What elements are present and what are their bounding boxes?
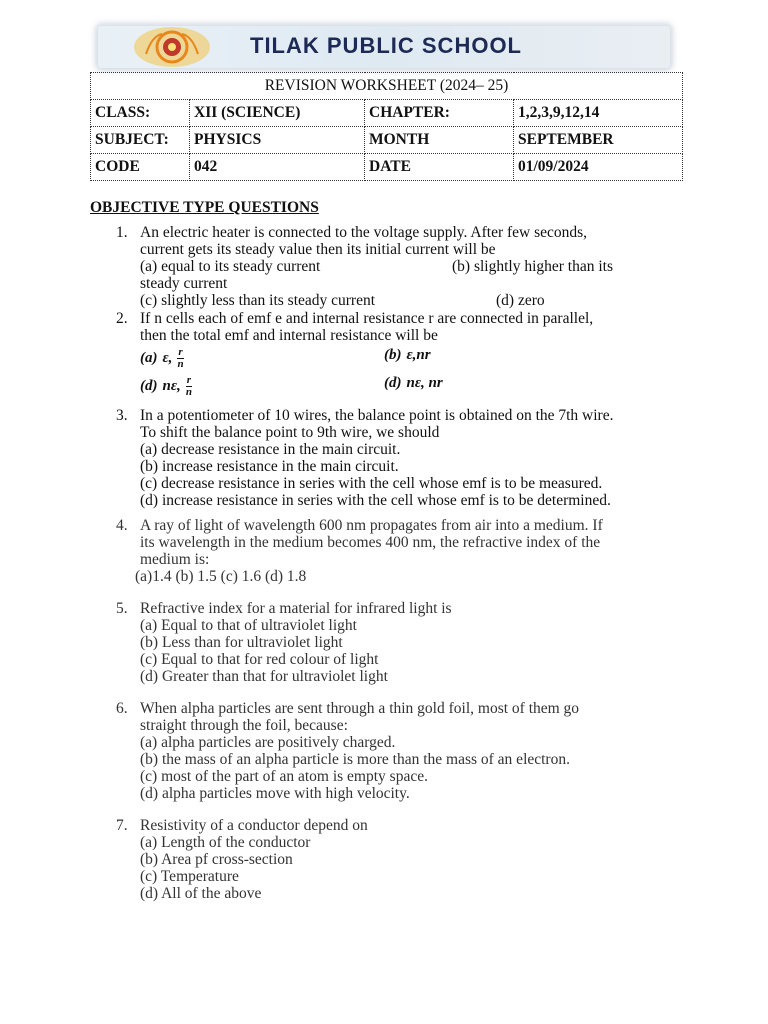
option-c: (c) slightly less than its steady current: [140, 292, 376, 309]
question-text: When alpha particles are sent through a thin gold foil, most of them go: [140, 700, 580, 717]
numerator: r: [186, 374, 192, 386]
question-7: [116, 817, 686, 902]
question-text: To shift the balance point to 9th wire, we should: [140, 424, 440, 441]
subject-value: PHYSICS: [190, 127, 365, 154]
question-text: then the total emf and internal resistance will be: [140, 327, 438, 344]
question-2: [116, 310, 686, 401]
option-b: (b) Less than for ultraviolet light: [140, 634, 343, 651]
option-d: (d) zero: [496, 292, 545, 309]
question-5: [116, 600, 686, 685]
option-b: (b) increase resistance in the main circuit.: [140, 458, 399, 475]
option-d: (d) increase resistance in series with the cell whose emf is to be determined.: [140, 492, 611, 509]
option-row: [140, 258, 686, 275]
subject-label: SUBJECT:: [91, 127, 190, 154]
option-b: (b) Area pf cross-section: [140, 851, 293, 868]
code-label: CODE: [91, 154, 190, 181]
question-3: [116, 407, 686, 509]
option-a: (a) alpha particles are positively charged.: [140, 734, 396, 751]
option-d: [384, 375, 443, 392]
option-b: (b) slightly higher than its: [452, 258, 614, 275]
option-d-expr: nε, nr: [406, 375, 443, 391]
question-1: [116, 224, 686, 309]
question-number: 7.: [116, 817, 128, 834]
chapter-value: 1,2,3,9,12,14: [514, 100, 683, 127]
question-number: 3.: [116, 407, 128, 424]
option-b: (b) the mass of an alpha particle is more than the mass of an electron.: [140, 751, 570, 768]
question-text: If n cells each of emf e and internal resistance r are connected in parallel,: [140, 310, 594, 327]
school-name: TILAK PUBLIC SCHOOL: [250, 33, 522, 58]
question-text: An electric heater is connected to the voltage supply. After few seconds,: [140, 224, 588, 241]
option-d: (d) Greater than that for ultraviolet light: [140, 668, 388, 685]
option-a: (a) Length of the conductor: [140, 834, 311, 851]
school-banner: [98, 26, 670, 68]
option-a: [140, 347, 184, 370]
date-value: 01/09/2024: [514, 154, 683, 181]
question-text: Refractive index for a material for infrared light is: [140, 600, 452, 617]
question-6: [116, 700, 686, 802]
option-a-expr: ε,: [162, 350, 173, 366]
option-b: [384, 347, 431, 364]
option-a: (a) Equal to that of ultraviolet light: [140, 617, 357, 634]
numerator: r: [178, 346, 183, 358]
month-value: SEPTEMBER: [514, 127, 683, 154]
option-c: (c) Equal to that for red colour of light: [140, 651, 379, 668]
question-text: A ray of light of wavelength 600 nm propagates from air into a medium. If: [140, 517, 603, 534]
date-label: DATE: [365, 154, 514, 181]
denominator: n: [185, 386, 192, 398]
question-text: straight through the foil, because:: [140, 717, 348, 734]
section-heading: OBJECTIVE TYPE QUESTIONS: [90, 199, 319, 216]
question-list: [116, 224, 686, 902]
option-d-label: (d): [384, 375, 402, 391]
option-a: (a) equal to its steady current: [140, 258, 321, 275]
school-emblem-icon: [132, 24, 212, 70]
question-text: Resistivity of a conductor depend on: [140, 817, 368, 834]
option-b-continued: steady current: [140, 275, 228, 292]
option-c-label: (d): [140, 378, 158, 394]
option-row: [140, 292, 686, 309]
code-value: 042: [190, 154, 365, 181]
options-inline: (a)1.4 (b) 1.5 (c) 1.6 (d) 1.8: [135, 568, 307, 585]
question-text: medium is:: [140, 551, 210, 568]
class-value: XII (SCIENCE): [190, 100, 365, 127]
question-number: 2.: [116, 310, 128, 327]
question-text: its wavelength in the medium becomes 400 nm, the refractive index of the: [140, 534, 601, 551]
question-number: 5.: [116, 600, 128, 617]
chapter-label: CHAPTER:: [365, 100, 514, 127]
option-b-expr: ε,nr: [406, 347, 431, 363]
option-c: (c) decrease resistance in series with the cell whose emf is to be measured.: [140, 475, 603, 492]
option-d: (d) All of the above: [140, 885, 262, 902]
question-number: 1.: [116, 224, 128, 241]
option-row: [140, 347, 686, 373]
option-row: [140, 375, 686, 401]
question-number: 4.: [116, 517, 128, 534]
question-number: 6.: [116, 700, 128, 717]
denominator: n: [177, 358, 184, 370]
worksheet-title: REVISION WORKSHEET (2024– 25): [91, 73, 683, 100]
option-c: [140, 375, 192, 398]
month-label: MONTH: [365, 127, 514, 154]
fraction: [177, 347, 183, 370]
fraction: [186, 375, 192, 398]
question-4: [116, 517, 686, 585]
option-d: (d) alpha particles move with high velocity.: [140, 785, 410, 802]
option-a-label: (a): [140, 350, 158, 366]
question-text: In a potentiometer of 10 wires, the balance point is obtained on the 7th wire.: [140, 407, 614, 424]
option-c-expr: nε,: [162, 378, 181, 394]
option-c: (c) most of the part of an atom is empty space.: [140, 768, 428, 785]
option-a: (a) decrease resistance in the main circuit.: [140, 441, 401, 458]
question-text: current gets its steady value then its initial current will be: [140, 241, 496, 258]
option-c: (c) Temperature: [140, 868, 239, 885]
class-label: CLASS:: [91, 100, 190, 127]
worksheet-info-table: [90, 72, 683, 181]
option-b-label: (b): [384, 347, 402, 363]
